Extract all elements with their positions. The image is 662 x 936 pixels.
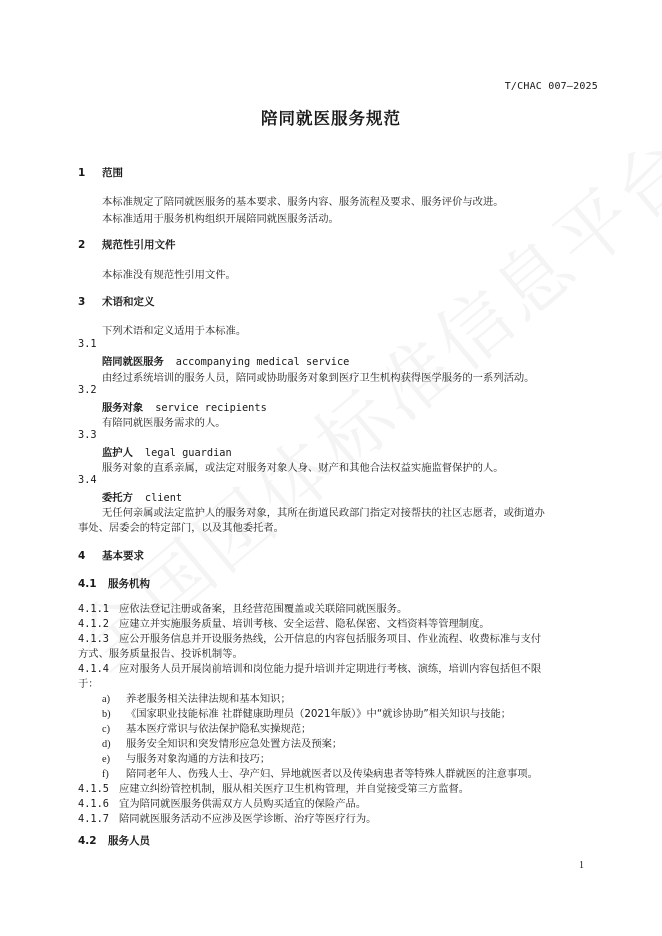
list-item: e) 与服务对象沟通的方法和技巧； — [102, 753, 271, 765]
list-item: d) 服务安全知识和突发情形应急处置方法及预案； — [102, 738, 343, 750]
term-definition: 服务对象的直系亲属，或法定对服务对象人身、财产和其他合法权益实施监督保护的人。 — [102, 462, 504, 474]
term-definition: 有陪同就医服务需求的人。 — [102, 417, 226, 429]
clause-4-1-4-cont: 于： — [78, 678, 99, 690]
clause-4-1-3: 4.1.3 应公开服务信息并开设服务热线，公开信息的内容包括服务项目、作业流程、收费标准与支付 — [78, 633, 542, 645]
scope-para-1: 本标准规定了陪同就医服务的基本要求、服务内容、服务流程及要求、服务评价与改进。 — [102, 196, 504, 208]
scope-para-2: 本标准适用于服务机构组织开展陪同就医服务活动。 — [102, 213, 339, 225]
document-title: 陪同就医服务规范 — [261, 109, 401, 128]
term-number: 3.1 — [78, 338, 97, 350]
section-heading-2: 2 规范性引用文件 — [78, 239, 176, 251]
term-heading: 陪同就医服务 accompanying medical service — [102, 356, 350, 368]
term-definition: 无任何亲属或法定监护人的服务对象，其所在街道民政部门指定对接帮扶的社区志愿者，或街道办 — [102, 507, 545, 519]
term-number: 3.3 — [78, 429, 97, 441]
page-number: 1 — [579, 860, 584, 871]
list-item: b) 《国家职业技能标准 社群健康助理员（2021年版）》中“就诊协助”相关知识与技能； — [102, 708, 512, 720]
section-heading-4: 4 基本要求 — [78, 550, 144, 562]
clause-4-1-3-cont: 方式、服务质量报告、投诉机制等。 — [78, 648, 243, 660]
clause-4-1-6: 4.1.6 宜为陪同就医服务供需双方人员购买适宜的保险产品。 — [78, 798, 367, 810]
standard-code: T/CHAC 007—2025 — [504, 81, 598, 92]
clause-4-1-2: 4.1.2 应建立并实施服务质量、培训考核、安全运营、隐私保密、文档资料等管理制度。 — [78, 618, 490, 630]
term-heading: 服务对象 service recipients — [102, 402, 267, 414]
list-item: c) 基本医疗常识与依法保护隐私实操规范； — [102, 723, 312, 735]
subsection-heading-4-1: 4.1 服务机构 — [78, 578, 150, 590]
term-number: 3.4 — [78, 474, 97, 486]
term-definition-cont: 事处、居委会的特定部门，以及其他委托者。 — [78, 522, 284, 534]
clause-4-1-5: 4.1.5 应建立纠纷管控机制，服从相关医疗卫生机构管理，并自觉接受第三方监督。 — [78, 783, 470, 795]
term-heading: 委托方 client — [102, 492, 183, 504]
section-heading-1: 1 范围 — [78, 167, 123, 179]
term-heading: 监护人 legal guardian — [102, 447, 232, 459]
refs-para: 本标准没有规范性引用文件。 — [102, 269, 236, 281]
section-heading-3: 3 术语和定义 — [78, 296, 155, 308]
clause-4-1-4: 4.1.4 应对服务人员开展岗前培训和岗位能力提升培训并定期进行考核、演练，培训内容包括但不限 — [78, 663, 542, 675]
clause-4-1-1: 4.1.1 应依法登记注册或备案，且经营范围覆盖或关联陪同就医服务。 — [78, 603, 408, 615]
list-item: f) 陪同老年人、伤残人士、孕产妇、异地就医者以及传染病患者等特殊人群就医的注意事项。 — [102, 768, 538, 780]
list-item: a) 养老服务相关法律法规和基本知识； — [102, 693, 291, 705]
term-definition: 由经过系统培训的服务人员，陪同或协助服务对象到医疗卫生机构获得医学服务的一系列活动。 — [102, 372, 535, 384]
term-number: 3.2 — [78, 384, 97, 396]
clause-4-1-7: 4.1.7 陪同就医服务活动不应涉及医学诊断、治疗等医疗行为。 — [78, 813, 377, 825]
subsection-heading-4-2: 4.2 服务人员 — [78, 835, 150, 847]
terms-intro: 下列术语和定义适用于本标准。 — [102, 325, 247, 337]
